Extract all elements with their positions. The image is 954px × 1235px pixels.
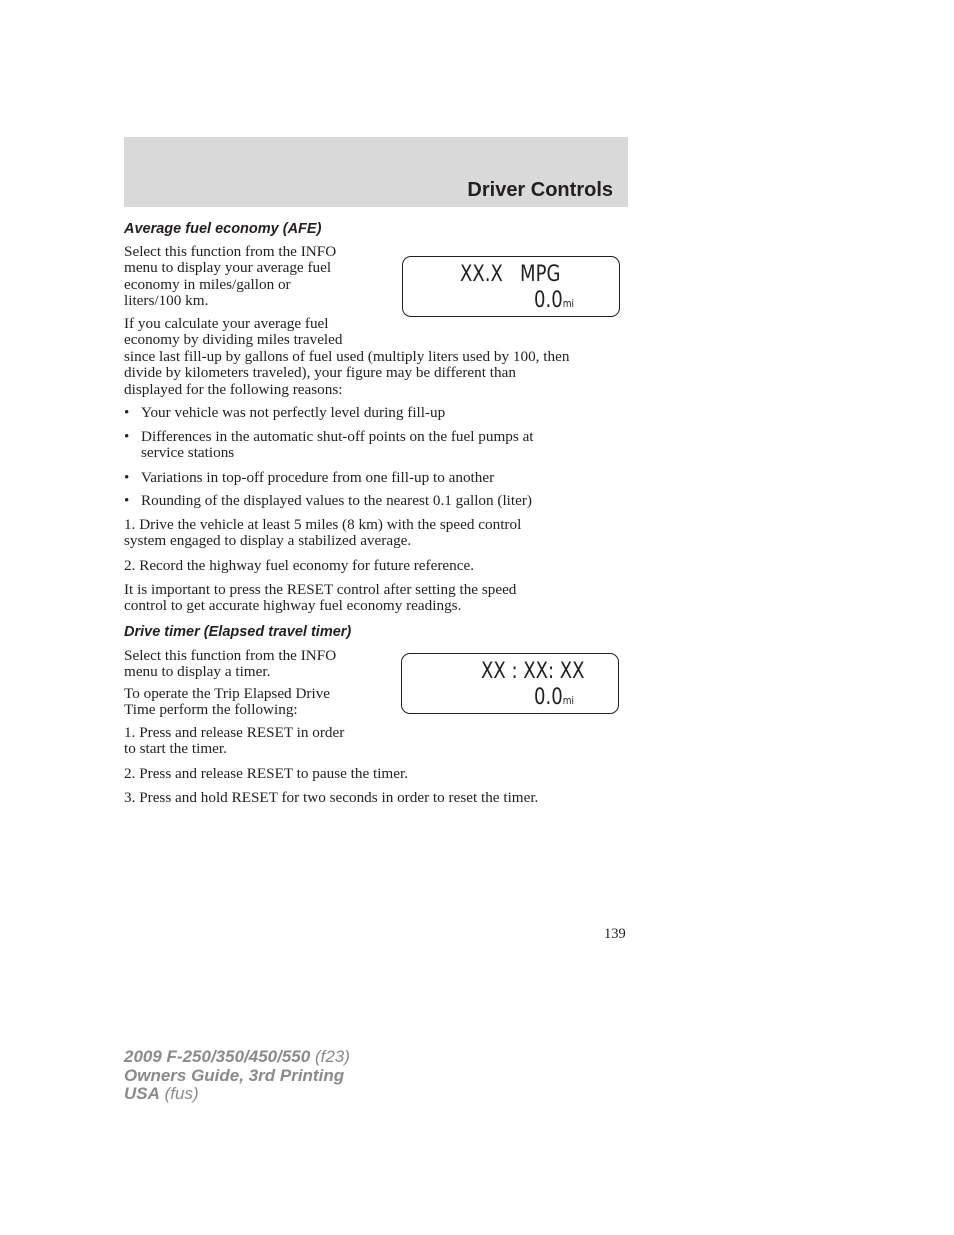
- timer-intro: [124, 648, 336, 681]
- timer-step-2: 2. Press and release RESET to pause the timer.: [124, 765, 409, 782]
- text-line: If you calculate your average fuel: [124, 315, 329, 332]
- section-title: Driver Controls: [467, 179, 613, 201]
- timer-heading: Drive timer (Elapsed travel timer): [124, 624, 352, 640]
- footer-region-code: (fus): [164, 1084, 199, 1104]
- bullet-text: Differences in the automatic shut-off points on the fuel pumps at service stations: [141, 428, 534, 462]
- list-item: [124, 429, 534, 462]
- footer-model: 2009 F-250/350/450/550: [124, 1047, 311, 1066]
- afe-display-reading: [534, 288, 574, 313]
- text-line: It is important to press the RESET control after setting the speed: [124, 581, 517, 598]
- text-line: displayed for the following reasons:: [124, 380, 343, 398]
- text-line: to start the timer.: [124, 740, 227, 758]
- bullet-text: Your vehicle was not perfectly level during fill-up: [141, 404, 446, 421]
- text-line: control to get accurate highway fuel economy readings.: [124, 597, 462, 615]
- section-header-band: [124, 137, 628, 207]
- text-line: Time perform the following:: [124, 701, 298, 719]
- afe-display-line1: XX.X MPG: [460, 262, 561, 287]
- text-line: 1. Press and release RESET in order: [124, 724, 345, 741]
- bullet-text: Rounding of the displayed values to the nearest 0.1 gallon (liter): [141, 492, 532, 509]
- afe-step-1: [124, 517, 521, 550]
- timer-display-panel: [401, 653, 619, 714]
- afe-display-panel: [402, 256, 620, 317]
- timer-display-reading: [534, 685, 574, 710]
- list-item: [124, 470, 494, 486]
- afe-heading: Average fuel economy (AFE): [124, 221, 322, 237]
- bullet-icon: •: [124, 469, 130, 486]
- bullet-icon: •: [124, 404, 130, 421]
- footer-publication-info: [124, 1048, 350, 1104]
- timer-operate-text: [124, 686, 330, 719]
- text-line: divide by kilometers traveled), your figure may be different than: [124, 364, 516, 382]
- afe-intro: [124, 244, 336, 310]
- text-line: menu to display a timer.: [124, 663, 271, 681]
- text-line: since last fill-up by gallons of fuel used (multiply liters used by 100, then: [124, 347, 570, 365]
- text-line: Select this function from the INFO: [124, 647, 337, 664]
- timer-display-value: 0.0: [534, 685, 563, 710]
- page-number: 139: [604, 926, 626, 942]
- text-line: 1. Drive the vehicle at least 5 miles (8 km) with the speed control: [124, 516, 522, 533]
- timer-display-unit: mi: [562, 694, 575, 707]
- text-line: economy in miles/gallon or: [124, 275, 291, 293]
- bullet-icon: •: [124, 428, 130, 445]
- bullet-icon: •: [124, 492, 130, 509]
- timer-display-line1: XX : XX: XX: [481, 659, 585, 684]
- bullet-text: Variations in top-off procedure from one fill-up to another: [141, 469, 495, 486]
- list-item: [124, 405, 445, 421]
- text-line: liters/100 km.: [124, 292, 209, 310]
- text-line: system engaged to display a stabilized average.: [124, 532, 412, 550]
- afe-display-value: 0.0: [534, 288, 563, 313]
- list-item: [124, 493, 532, 509]
- afe-display-unit: mi: [562, 297, 575, 310]
- text-line: menu to display your average fuel: [124, 259, 332, 277]
- footer-model-code: (f23): [314, 1047, 350, 1066]
- afe-calculation-text: [124, 316, 569, 398]
- footer-guide: Owners Guide, 3rd Printing: [124, 1065, 345, 1085]
- footer-region: USA: [124, 1084, 160, 1104]
- afe-step-2: 2. Record the highway fuel economy for future reference.: [124, 557, 475, 574]
- text-line: To operate the Trip Elapsed Drive: [124, 685, 331, 702]
- afe-reset-note: [124, 582, 516, 615]
- timer-step-3: 3. Press and hold RESET for two seconds in order to reset the timer.: [124, 789, 539, 806]
- text-line: Select this function from the INFO: [124, 243, 337, 260]
- text-line: economy by dividing miles traveled: [124, 331, 343, 349]
- timer-step-1: [124, 725, 344, 758]
